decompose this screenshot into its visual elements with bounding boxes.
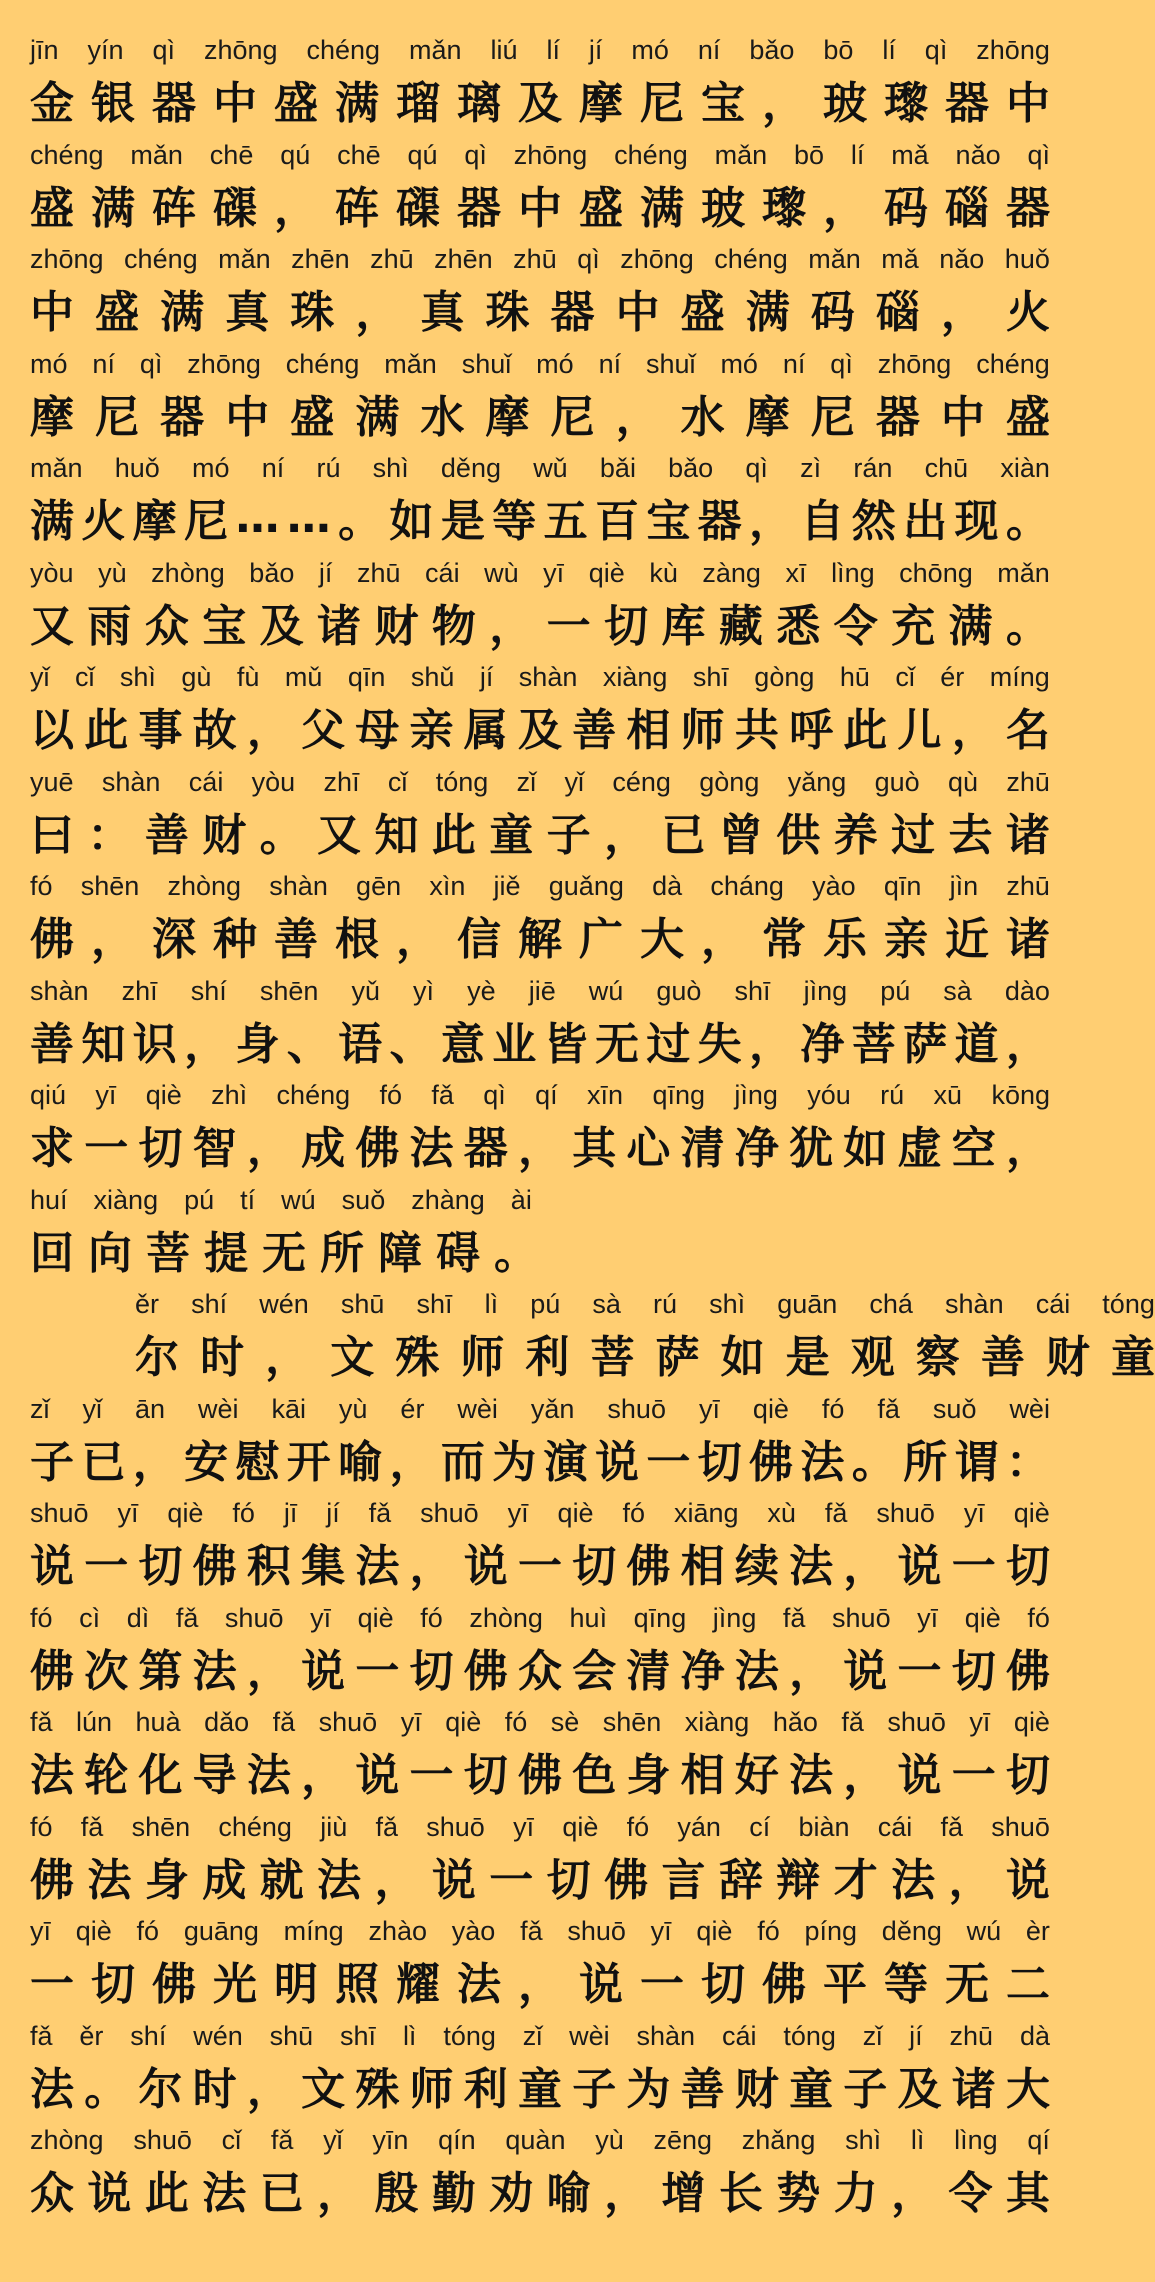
pinyin-row: yòu yù zhòng bǎo jí zhū cái wù yī qiè kù zàng xī lìng chōng mǎn xyxy=(30,557,1050,588)
hanzi-row: 中 盛 满 真 珠 ， 真 珠 器 中 盛 满 码 碯 ， 火 xyxy=(30,287,1050,338)
hanzi-row: 摩 尼 器 中 盛 满 水 摩 尼 ， 水 摩 尼 器 中 盛 xyxy=(30,391,1050,443)
pinyin-row: fǎ lún huà dǎo fǎ shuō yī qiè fó sè shēn xiàng hǎo fǎ shuō yī qiè xyxy=(30,1707,1050,1737)
hanzi-row: 曰 ： 善 财 。 又 知 此 童 子 ， 已 曾 供 养 过 去 诸 xyxy=(30,809,1050,861)
text-line xyxy=(30,1389,1050,1493)
hanzi-row: 一 切 佛 光 明 照 耀 法 ， 说 一 切 佛 平 等 无 二 xyxy=(30,1959,1050,2010)
pinyin-row: ěr shí wén shū shī lì pú sà rú shì guān chá shàn cái tóng xyxy=(135,1289,1155,1319)
hanzi-row: 尔 时 ， 文 殊 师 利 菩 萨 如 是 观 察 善 财 童 xyxy=(135,1332,1155,1383)
hanzi-row: 佛 次 第 法 ， 说 一 切 佛 众 会 清 净 法 ， 说 一 切 佛 xyxy=(30,1645,1050,1697)
hanzi-row: 善 知 识 ， 身 、 语 、 意 业 皆 无 过 失 ， 净 菩 萨 道 ， xyxy=(30,1018,1050,1070)
text-line xyxy=(30,1807,1050,1911)
text-line xyxy=(30,1180,1050,1284)
hanzi-row: 子 已 ， 安 慰 开 喻 ， 而 为 演 说 一 切 佛 法 。 所 谓 ： xyxy=(30,1436,1050,1488)
pinyin-row: yī qiè fó guāng míng zhào yào fǎ shuō yī qiè fó píng děng wú èr xyxy=(30,1916,1050,1946)
hanzi-row: 佛 ， 深 种 善 根 ， 信 解 广 大 ， 常 乐 亲 近 诸 xyxy=(30,914,1050,965)
text-line xyxy=(30,344,1050,448)
pinyin-row: fó shēn zhòng shàn gēn xìn jiě guǎng dà cháng yào qīn jìn zhū xyxy=(30,871,1050,901)
hanzi-row: 以 此 事 故 ， 父 母 亲 属 及 善 相 师 共 呼 此 儿 ， 名 xyxy=(30,705,1050,756)
text-line xyxy=(30,135,1050,239)
text-line xyxy=(30,448,1050,552)
pinyin-row: qiú yī qiè zhì chéng fó fǎ qì qí xīn qīng jìng yóu rú xū kōng xyxy=(30,1080,1050,1110)
pinyin-row: shàn zhī shí shēn yǔ yì yè jiē wú guò shī jìng pú sà dào xyxy=(30,975,1050,1006)
pinyin-row: zǐ yǐ ān wèi kāi yù ér wèi yǎn shuō yī qiè fó fǎ suǒ wèi xyxy=(30,1393,1050,1424)
text-line xyxy=(30,553,1050,657)
hanzi-row: 求 一 切 智 ， 成 佛 法 器 ， 其 心 清 净 犹 如 虚 空 ， xyxy=(30,1123,1050,1174)
hanzi-row: 法 轮 化 导 法 ， 说 一 切 佛 色 身 相 好 法 ， 说 一 切 xyxy=(30,1750,1050,1801)
hanzi-row: 众 说 此 法 已 ， 殷 勤 劝 喻 ， 增 长 势 力 ， 令 其 xyxy=(30,2168,1050,2219)
text-line xyxy=(30,1911,1050,2015)
pinyin-row: huí xiàng pú tí wú suǒ zhàng ài xyxy=(30,1184,532,1215)
text-line xyxy=(30,971,1050,1075)
hanzi-row: 佛 法 身 成 就 法 ， 说 一 切 佛 言 辞 辩 才 法 ， 说 xyxy=(30,1854,1050,1906)
text-line xyxy=(30,657,1050,761)
text-line xyxy=(30,1702,1050,1806)
hanzi-row: 满 火 摩 尼 … … 。 如 是 等 五 百 宝 器 ， 自 然 出 现 。 xyxy=(30,491,1050,547)
text-line xyxy=(30,2016,1050,2120)
pinyin-row: shuō yī qiè fó jī jí fǎ shuō yī qiè fó xiāng xù fǎ shuō yī qiè xyxy=(30,1498,1050,1528)
hanzi-row: 又 雨 众 宝 及 诸 财 物 ， 一 切 库 藏 悉 令 充 满 。 xyxy=(30,600,1050,652)
text-line xyxy=(30,762,1050,866)
text-line xyxy=(30,30,1050,134)
pinyin-row: yuē shàn cái yòu zhī cǐ tóng zǐ yǐ céng gòng yǎng guò qù zhū xyxy=(30,766,1050,797)
pinyin-row: mǎn huǒ mó ní rú shì děng wǔ bǎi bǎo qì zì rán chū xiàn xyxy=(30,453,1050,483)
hanzi-row: 金 银 器 中 盛 满 瑠 璃 及 摩 尼 宝 ， 玻 瓈 器 中 xyxy=(30,78,1050,129)
hanzi-row: 盛 满 砗 磲 ， 砗 磲 器 中 盛 满 玻 瓈 ， 码 碯 器 xyxy=(30,182,1050,234)
pinyin-row: yǐ cǐ shì gù fù mǔ qīn shǔ jí shàn xiàng shī gòng hū cǐ ér míng xyxy=(30,662,1050,692)
pinyin-row: fó cì dì fǎ shuō yī qiè fó zhòng huì qīng jìng fǎ shuō yī qiè fó xyxy=(30,1602,1050,1633)
text-line xyxy=(30,1075,1050,1179)
hanzi-row: 法 。 尔 时 ， 文 殊 师 利 童 子 为 善 财 童 子 及 诸 大 xyxy=(30,2063,1050,2115)
text-line xyxy=(30,2120,1050,2224)
pinyin-row: zhòng shuō cǐ fǎ yǐ yīn qín quàn yù zēng zhǎng shì lì lìng qí xyxy=(30,2125,1050,2155)
text-line xyxy=(30,239,1050,343)
text-line xyxy=(30,1598,1050,1702)
pinyin-row: zhōng chéng mǎn zhēn zhū zhēn zhū qì zhōng chéng mǎn mǎ nǎo huǒ xyxy=(30,244,1050,274)
text-line xyxy=(30,866,1050,970)
pinyin-row: mó ní qì zhōng chéng mǎn shuǐ mó ní shuǐ mó ní qì zhōng chéng xyxy=(30,348,1050,379)
pinyin-row: fó fǎ shēn chéng jiù fǎ shuō yī qiè fó yán cí biàn cái fǎ shuō xyxy=(30,1811,1050,1842)
pinyin-row: fǎ ěr shí wén shū shī lì tóng zǐ wèi shàn cái tóng zǐ jí zhū dà xyxy=(30,2020,1050,2051)
pinyin-row: chéng mǎn chē qú chē qú qì zhōng chéng mǎn bō lí mǎ nǎo qì xyxy=(30,139,1050,170)
text-line xyxy=(30,1493,1050,1597)
hanzi-row: 说 一 切 佛 积 集 法 ， 说 一 切 佛 相 续 法 ， 说 一 切 xyxy=(30,1541,1050,1592)
hanzi-row: 回 向 菩 提 无 所 障 碍 。 xyxy=(30,1227,538,1279)
text-line xyxy=(135,1284,1155,1388)
pinyin-row: jīn yín qì zhōng chéng mǎn liú lí jí mó ní bǎo bō lí qì zhōng xyxy=(30,35,1050,65)
